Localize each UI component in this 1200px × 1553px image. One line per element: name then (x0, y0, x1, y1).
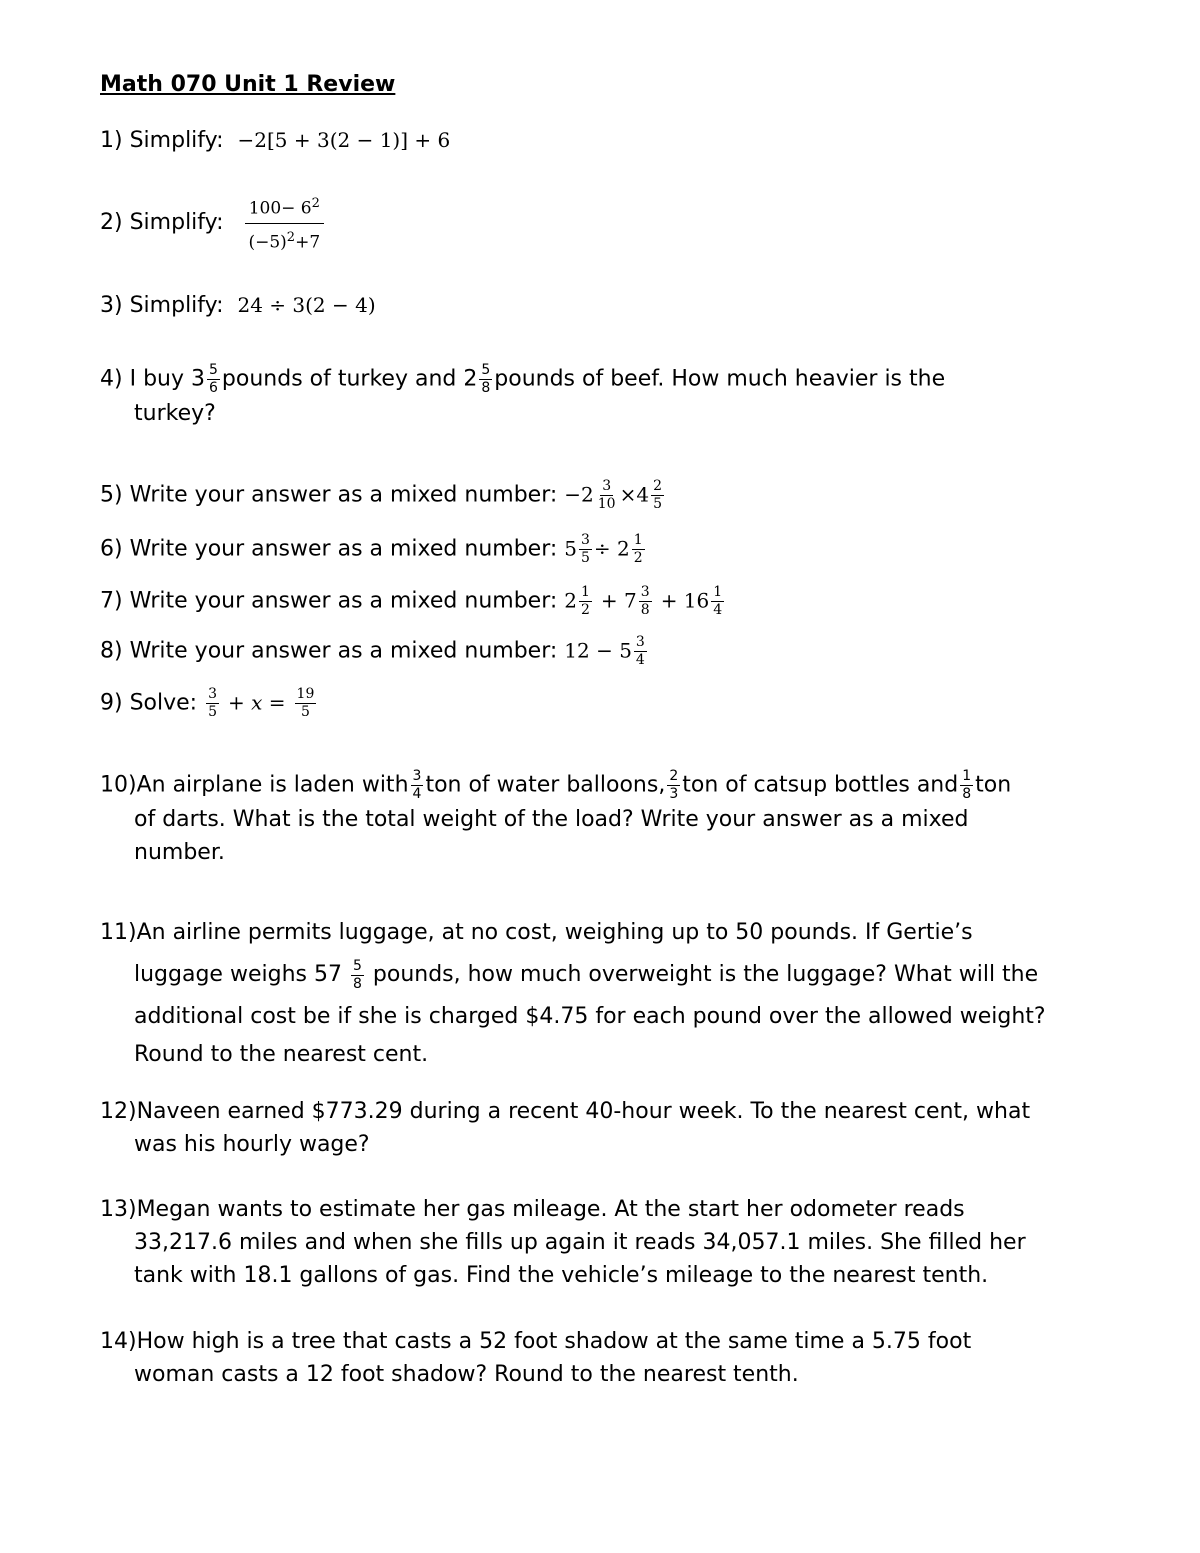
math-expression: −2[5 + 3(2 − 1)] + 6 (237, 128, 451, 152)
exponent: 2 (286, 229, 296, 245)
denominator: 8 (481, 380, 491, 396)
denominator: 5 (208, 704, 218, 720)
question-label: Simplify: (129, 293, 224, 318)
question-label: Simplify: (129, 128, 224, 153)
denominator: 4 (412, 786, 422, 802)
question-number: 14) (100, 1329, 137, 1354)
numerator: 3 (640, 584, 650, 600)
numerator: 3 (635, 634, 645, 650)
question-label: Simplify: (129, 210, 224, 236)
page-title: Math 070 Unit 1 Review (100, 72, 396, 97)
numerator: 19 (296, 686, 315, 702)
numerator: 1 (962, 768, 972, 784)
fraction (711, 584, 724, 619)
question-text: additional cost be if she is charged $4.75 for each pound over the allowed weight? (134, 1004, 1046, 1029)
fraction (207, 362, 220, 397)
question-3 (100, 289, 376, 322)
math-expression: + 16 (660, 588, 710, 613)
denominator-rest: +7 (295, 232, 321, 253)
denominator: 8 (640, 602, 650, 618)
fraction-expression (244, 192, 324, 254)
question-label: Write your answer as a mixed number: (129, 638, 558, 664)
fraction (632, 532, 645, 567)
fraction (411, 768, 424, 803)
math-expression: ÷ 2 (593, 536, 630, 561)
question-5 (100, 478, 666, 513)
question-number: 11) (100, 920, 137, 945)
question-number: 2) (100, 210, 123, 236)
question-text: turkey? (134, 401, 216, 426)
fraction (579, 584, 592, 619)
question-number: 4) (100, 366, 123, 392)
question-7 (100, 584, 726, 619)
fraction (295, 686, 317, 721)
question-number: 1) (100, 128, 123, 153)
fraction (639, 584, 652, 619)
question-label: Write your answer as a mixed number: (129, 536, 558, 562)
question-8 (100, 634, 649, 669)
question-text: ton of catsup bottles and (682, 772, 959, 798)
denominator: 4 (713, 602, 723, 618)
question-number: 12) (100, 1099, 137, 1124)
numerator: 2 (653, 478, 662, 494)
fraction (479, 362, 492, 397)
question-number: 6) (100, 536, 123, 562)
question-label: Write your answer as a mixed number: (129, 588, 558, 614)
question-2 (100, 192, 324, 254)
question-text: pounds of turkey and 2 (221, 366, 478, 392)
numerator: 5 (481, 362, 491, 378)
fraction (634, 634, 647, 669)
denominator: 8 (962, 786, 972, 802)
question-label: Solve: (129, 690, 198, 716)
math-expression: 12 − 5 (564, 638, 632, 663)
question-text: pounds, how much overweight is the luggage? What will the (372, 962, 1039, 987)
question-number: 13) (100, 1197, 137, 1222)
numerator: 3 (208, 686, 218, 702)
numerator: 5 (209, 362, 218, 378)
question-text: An airline permits luggage, at no cost, weighing up to 50 pounds. If Gertie’s (136, 920, 973, 945)
question-14 (100, 1325, 1130, 1391)
question-text: How high is a tree that casts a 52 foot shadow at the same time a 5.75 foot (136, 1329, 972, 1354)
numerator: 3 (581, 532, 590, 548)
question-number: 9) (100, 690, 123, 716)
question-text: pounds of beef. How much heavier is the (494, 366, 946, 392)
numerator: 100− 6 (248, 198, 312, 219)
math-expression: 24 ÷ 3(2 − 4) (237, 293, 376, 317)
numerator: 2 (669, 768, 679, 784)
denominator: 2 (581, 602, 590, 618)
math-expression: + 𝑥 = (228, 690, 286, 715)
math-expression: 5 (564, 536, 577, 561)
denominator-base: (−5) (248, 232, 287, 253)
question-text: I buy 3 (129, 366, 205, 392)
fraction (351, 958, 364, 993)
question-4 (100, 362, 1110, 430)
question-text: Naveen earned $773.29 during a recent 40-hour week. To the nearest cent, what (136, 1099, 1031, 1124)
denominator: 5 (301, 704, 310, 720)
fraction (579, 532, 592, 567)
numerator: 1 (633, 532, 643, 548)
denominator: 4 (635, 652, 645, 668)
fraction (206, 686, 219, 721)
fraction (667, 768, 680, 803)
numerator: 3 (412, 768, 422, 784)
question-10 (100, 768, 1120, 869)
question-text: 33,217.6 miles and when she fills up again it reads 34,057.1 miles. She filled her (134, 1230, 1026, 1255)
math-expression: ×4 (619, 482, 650, 507)
question-12 (100, 1095, 1130, 1161)
question-number: 10) (100, 772, 137, 798)
numerator: 5 (352, 957, 362, 974)
question-text: ton of water balloons, (425, 772, 666, 798)
question-text: number. (134, 840, 225, 865)
denominator: 10 (597, 496, 616, 512)
exponent: 2 (311, 196, 320, 211)
numerator: 1 (581, 584, 590, 600)
question-1 (100, 124, 450, 157)
math-expression: −2 (564, 482, 594, 507)
question-text: Round to the nearest cent. (134, 1042, 429, 1067)
question-number: 7) (100, 588, 123, 614)
denominator: 5 (653, 496, 662, 512)
question-line (100, 954, 1130, 996)
denominator: 6 (209, 380, 218, 396)
denominator: 3 (669, 786, 679, 802)
numerator: 1 (713, 584, 723, 600)
question-text: tank with 18.1 gallons of gas. Find the vehicle’s mileage to the nearest tenth. (134, 1263, 989, 1288)
question-13 (100, 1193, 1130, 1292)
question-9 (100, 686, 318, 721)
question-text: ton (975, 772, 1012, 798)
question-text: Megan wants to estimate her gas mileage. At the start her odometer reads (136, 1197, 965, 1222)
fraction (596, 478, 618, 513)
math-expression: 2 (564, 588, 577, 613)
question-number: 8) (100, 638, 123, 664)
denominator: 2 (633, 550, 643, 566)
question-6 (100, 532, 647, 567)
fraction (651, 478, 664, 513)
question-11 (100, 912, 1130, 1071)
numerator: 3 (602, 478, 612, 494)
question-number: 3) (100, 293, 123, 318)
fraction (960, 768, 973, 803)
question-text: was his hourly wage? (134, 1132, 370, 1157)
question-text: woman casts a 12 foot shadow? Round to the nearest tenth. (134, 1362, 799, 1387)
question-text: An airplane is laden with (136, 772, 409, 798)
denominator: 5 (581, 550, 590, 566)
question-text: luggage weighs 57 (134, 962, 342, 987)
math-expression: + 7 (600, 588, 637, 613)
question-text: of darts. What is the total weight of the load? Write your answer as a mixed (134, 807, 969, 832)
question-label: Write your answer as a mixed number: (129, 482, 558, 508)
question-number: 5) (100, 482, 123, 508)
denominator: 8 (352, 975, 362, 992)
